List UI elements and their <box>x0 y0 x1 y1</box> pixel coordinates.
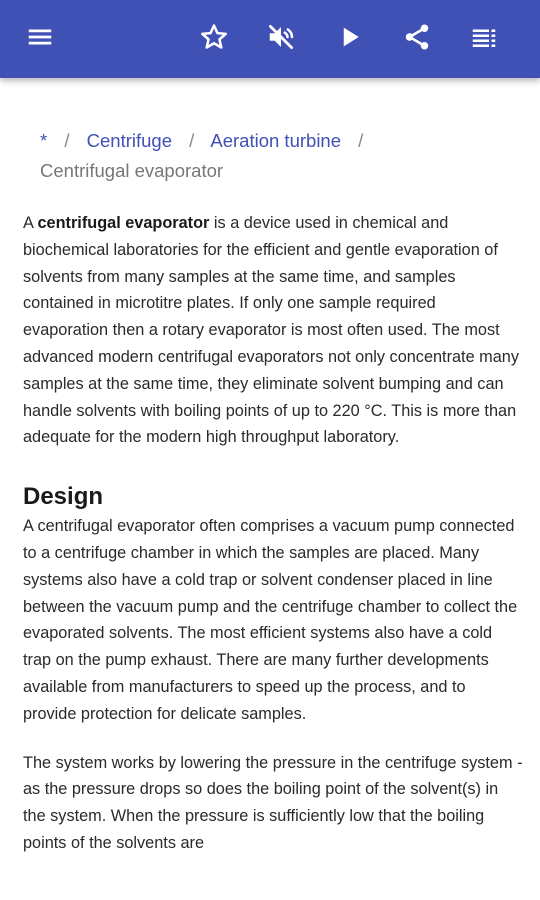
app-toolbar <box>0 0 540 78</box>
volume-off-icon <box>266 22 296 57</box>
play-button[interactable] <box>322 0 378 78</box>
contents-button[interactable] <box>456 0 512 78</box>
menu-icon <box>25 22 55 57</box>
breadcrumb-separator: / <box>358 130 364 151</box>
breadcrumb-separator: / <box>189 130 195 151</box>
play-icon <box>335 22 365 57</box>
breadcrumb-separator: / <box>64 130 70 151</box>
breadcrumb-home-link[interactable]: * <box>40 130 48 151</box>
share-icon <box>402 22 432 57</box>
favorite-button[interactable] <box>186 0 242 78</box>
design-paragraph: The system works by lowering the pressure in the centrifuge system - as the pressure drops so does the boiling point of the solvent(s) in the system. When the pressure is sufficiently low that the boiling points of the solvents are <box>23 753 523 852</box>
breadcrumb-link-aeration-turbine[interactable]: Aeration turbine <box>210 130 342 151</box>
intro-text: is a device used in chemical and biochemical laboratories for the efficient and gentle evaporation of solvents from many samples at the same time, and samples contained in microtitre plates. If only one sample required evaporation then a rotary evaporator is most often used. The most advanced modern centrifugal evaporators not only concentrate many samples at the same time, they eliminate solvent bumping and can handle solvents with boiling points of up to 220 °C. This is more than adequate for the modern high throughput laboratory. <box>23 214 519 447</box>
breadcrumb-link-centrifuge[interactable]: Centrifuge <box>86 130 172 151</box>
breadcrumb-current: Centrifugal evaporator <box>40 160 224 181</box>
intro-prefix: A <box>23 214 38 232</box>
star-icon <box>199 22 229 57</box>
share-button[interactable] <box>389 0 445 78</box>
section-heading-design: Design <box>23 483 104 511</box>
mute-button[interactable] <box>253 0 309 78</box>
article-term: centrifugal evaporator <box>37 214 210 232</box>
breadcrumb <box>40 126 510 186</box>
contents-icon <box>469 22 499 57</box>
article-content <box>0 78 540 900</box>
intro-paragraph <box>23 210 523 451</box>
menu-button[interactable] <box>12 0 68 78</box>
article-body <box>23 210 523 857</box>
design-paragraph: A centrifugal evaporator often comprises a vacuum pump connected to a centrifuge chamber in which the samples are placed. Many systems also have a cold trap or solvent condenser placed in line between the vacuum pump and the centrifuge chamber to collect the evaporated solvents. The most efficient systems also have a cold trap on the pump exhaust. There are many further developments available from manufacturers to speed up the process, and to provide protection for delicate samples. <box>23 517 518 723</box>
